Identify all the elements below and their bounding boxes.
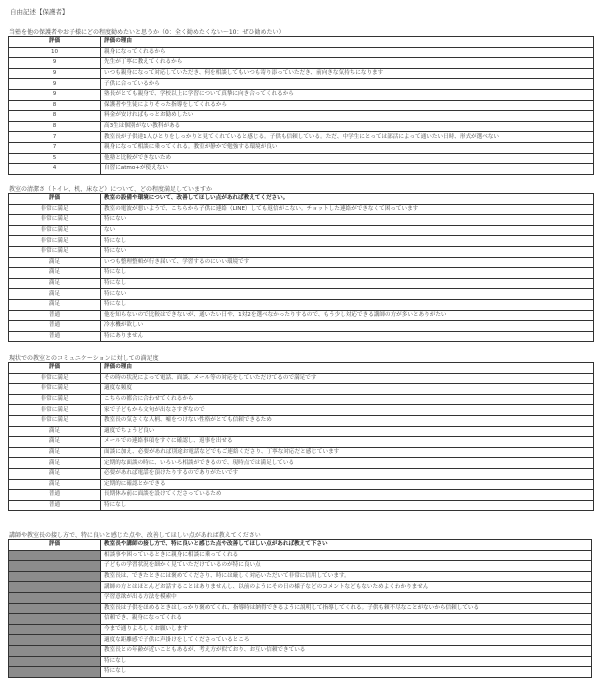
reason-cell: 特になし — [101, 299, 594, 310]
section-question: 現状での教室とのコミュニケーションに対しての満足度 — [9, 355, 159, 362]
score-cell: 普通 — [9, 310, 101, 321]
reason-cell: 適度な頻度 — [101, 384, 594, 395]
table-row — [9, 490, 594, 501]
score-cell: 7 — [9, 142, 101, 153]
score-cell: 10 — [9, 47, 101, 58]
score-cell: 非常に満足 — [9, 246, 101, 257]
survey-table — [8, 193, 594, 342]
section-question: 講師や教室長の接し方で、特に良いと感じた点や、改善してほしい点があれば教えてください — [9, 532, 261, 539]
table-row — [9, 635, 592, 646]
reason-cell: 長期休み前に面談を設けてくださっているため — [101, 490, 594, 501]
score-cell: 満足 — [9, 289, 101, 300]
table-row — [9, 458, 594, 469]
reason-cell: 講師の方とはほとんどお話することはありませんし、以前のようにその日の様子などのコメントなどもないためよくわかりません — [101, 582, 592, 593]
reason-cell: 自習にatmo+が使えない — [101, 164, 594, 175]
reason-cell: 塾長がとても親身で、学校以上に学習について真摯に向き合ってくれるから — [101, 89, 594, 100]
table-row — [9, 645, 592, 656]
score-cell: 非常に満足 — [9, 204, 101, 215]
table-row — [9, 257, 594, 268]
table-row — [9, 289, 594, 300]
table-row — [9, 603, 592, 614]
table-row — [9, 405, 594, 416]
score-cell: 満足 — [9, 278, 101, 289]
reason-cell: 今まで通りよろしくお願いします — [101, 624, 592, 635]
table-row — [9, 571, 592, 582]
table-row — [9, 550, 592, 561]
reason-cell: 教室長の気さくな人柄、嘘をつけない性格がとても信頼できるため — [101, 415, 594, 426]
table-row — [9, 215, 594, 226]
reason-cell: 学習意欲が出る方法を模索中 — [101, 592, 592, 603]
reason-cell: 教室長は子供をほめるときはしっかり褒めてくれ、指導時は納得できるように説明して指導してくれる。子供も頼不尽なことがないから信頼している — [101, 603, 592, 614]
reason-cell: 特にない — [101, 215, 594, 226]
table-row — [9, 164, 594, 175]
header-reason: 教室長や講師の接し方で、特に良いと感じた点や改善してほしい点があれば教えて下さい — [101, 540, 592, 551]
table-row — [9, 299, 594, 310]
reason-cell: 教室の電波が悪いようで、こちらから子供に連絡（LINE）しても返信がこない。チョットした連絡ができなくて困っています — [101, 204, 594, 215]
score-cell: 満足 — [9, 437, 101, 448]
reason-cell: 定期的な面談の時に、いろいろ相談ができるので、現時点では満足している — [101, 458, 594, 469]
reason-cell: 特になし — [101, 268, 594, 279]
score-cell: 非常に満足 — [9, 373, 101, 384]
score-cell — [9, 667, 101, 678]
score-cell: 非常に満足 — [9, 384, 101, 395]
table-row — [9, 310, 594, 321]
reason-cell: 教室長が子供達1人ひとりをしっかりと見てくれていると感じる。子供も信頼している。ただ、中学生にとっては部活によって通いたい日時、形式が選べない — [101, 132, 594, 143]
header-reason: 教室の設備や環境について、改善してほしい点があれば教えてください。 — [101, 194, 594, 205]
score-cell: 非常に満足 — [9, 215, 101, 226]
survey-table — [8, 36, 594, 175]
reason-cell: 特にない — [101, 289, 594, 300]
table-row — [9, 121, 594, 132]
table-row — [9, 236, 594, 247]
survey-table — [8, 362, 594, 511]
table-row — [9, 68, 594, 79]
score-cell — [9, 656, 101, 667]
table-row — [9, 447, 594, 458]
header-score: 評価 — [9, 363, 101, 374]
reason-cell: メールでの連絡事項をすぐに確認し、返事を出せる — [101, 437, 594, 448]
score-cell: 満足 — [9, 426, 101, 437]
table-row — [9, 132, 594, 143]
table-row — [9, 153, 594, 164]
score-cell: 普通 — [9, 500, 101, 511]
reason-cell: こちらの都合に合わせてくれるから — [101, 394, 594, 405]
score-cell — [9, 614, 101, 625]
table-row — [9, 500, 594, 511]
table-row — [9, 384, 594, 395]
reason-cell: 定期的に確認とかできる — [101, 479, 594, 490]
score-cell: 満足 — [9, 447, 101, 458]
reason-cell: いつも整理整頓が行き届いて、学習するのにいい環境です — [101, 257, 594, 268]
reason-cell: 保護者や生徒によりそった指導をしてくれるから — [101, 100, 594, 111]
table-header-row — [9, 194, 594, 205]
reason-cell: 特になし — [101, 500, 594, 511]
score-cell — [9, 624, 101, 635]
score-cell: 8 — [9, 121, 101, 132]
score-cell — [9, 561, 101, 572]
table-row — [9, 47, 594, 58]
score-cell: 7 — [9, 132, 101, 143]
reason-cell: 冷水機が欲しい — [101, 321, 594, 332]
score-cell — [9, 550, 101, 561]
table-header-row — [9, 540, 592, 551]
reason-cell: 適度な距離感で子供に声掛けをしてくださっているところ — [101, 635, 592, 646]
reason-cell: 特になし — [101, 656, 592, 667]
header-reason: 評価の理由 — [101, 37, 594, 48]
table-row — [9, 415, 594, 426]
table-header-row — [9, 37, 594, 48]
table-row — [9, 331, 594, 342]
score-cell: 普通 — [9, 321, 101, 332]
score-cell: 非常に満足 — [9, 394, 101, 405]
reason-cell: 子供に合っているから — [101, 79, 594, 90]
table-header-row — [9, 363, 594, 374]
table-row — [9, 89, 594, 100]
reason-cell: 教室長との年齢が近いこともあるが、考え方が似ており、お互い信頼できている — [101, 645, 592, 656]
score-cell — [9, 645, 101, 656]
reason-cell: 信頼でき、親身になってくれる — [101, 614, 592, 625]
table-row — [9, 656, 592, 667]
score-cell: 普通 — [9, 490, 101, 501]
section-question: 当塾を他の保護者やお子様にどの程度勧めたいと思うか（0：全く勧めたくない～10：ぜひ勧めたい） — [9, 29, 285, 36]
table-row — [9, 58, 594, 69]
score-cell: 9 — [9, 79, 101, 90]
table-row — [9, 479, 594, 490]
table-row — [9, 111, 594, 122]
score-cell: 非常に満足 — [9, 236, 101, 247]
table-row — [9, 624, 592, 635]
section-question: 教室の清潔さ（トイレ、机、床など）について、どの程度満足していますか — [9, 186, 212, 193]
reason-cell: 特にない — [101, 246, 594, 257]
reason-cell: 特になし — [101, 236, 594, 247]
reason-cell: 面談に加え、必要があれば別途お電話などでもご連絡くださり、丁寧な対応だと感じています — [101, 447, 594, 458]
table-row — [9, 268, 594, 279]
score-cell: 非常に満足 — [9, 225, 101, 236]
reason-cell: 親身になって相談に乗ってくれる。教室が静かで勉強する環境が良い — [101, 142, 594, 153]
table-row — [9, 373, 594, 384]
score-cell: 満足 — [9, 479, 101, 490]
score-cell: 4 — [9, 164, 101, 175]
score-cell: 8 — [9, 111, 101, 122]
table-row — [9, 204, 594, 215]
reason-cell: 家で子どもから文句が出なさすぎなので — [101, 405, 594, 416]
table-row — [9, 79, 594, 90]
reason-cell: ない — [101, 225, 594, 236]
reason-cell: 料金が安ければもっとお勧めしたい — [101, 111, 594, 122]
table-row — [9, 142, 594, 153]
table-row — [9, 225, 594, 236]
score-cell — [9, 635, 101, 646]
score-cell — [9, 592, 101, 603]
table-row — [9, 614, 592, 625]
reason-cell: 特になし — [101, 667, 592, 678]
reason-cell: 適度でちょうど良い — [101, 426, 594, 437]
header-reason: 評価の理由 — [101, 363, 594, 374]
table-row — [9, 592, 592, 603]
reason-cell: 特にありません — [101, 331, 594, 342]
table-row — [9, 321, 594, 332]
survey-table — [8, 539, 592, 678]
reason-cell: 先生が丁寧に教えてくれるから — [101, 58, 594, 69]
table-row — [9, 426, 594, 437]
table-row — [9, 468, 594, 479]
reason-cell: 教室長は、できたときには褒めてくださり、時には厳しく対応いただいて非常に信用しています。 — [101, 571, 592, 582]
score-cell — [9, 603, 101, 614]
score-cell: 満足 — [9, 268, 101, 279]
reason-cell: 親身になってくれるから — [101, 47, 594, 58]
reason-cell: 子どもの学習状況を細かく見ていただけているのが特に良い点 — [101, 561, 592, 572]
score-cell: 満足 — [9, 299, 101, 310]
score-cell: 満足 — [9, 257, 101, 268]
table-row — [9, 246, 594, 257]
table-row — [9, 437, 594, 448]
score-cell: 9 — [9, 89, 101, 100]
table-row — [9, 582, 592, 593]
score-cell: 普通 — [9, 331, 101, 342]
score-cell: 9 — [9, 68, 101, 79]
score-cell: 5 — [9, 153, 101, 164]
table-row — [9, 100, 594, 111]
score-cell: 非常に満足 — [9, 405, 101, 416]
score-cell: 8 — [9, 100, 101, 111]
reason-cell: 必要があれば電話を頂けたりするのでありがたいです — [101, 468, 594, 479]
score-cell — [9, 571, 101, 582]
document-title: 自由記述【保護者】 — [10, 8, 69, 16]
reason-cell: いつも親身になって対応していただき、何を相談してもいつも寄り添っていただき、前向きな気持ちになります — [101, 68, 594, 79]
score-cell: 満足 — [9, 458, 101, 469]
reason-cell: 高3生は個別がない教科がある — [101, 121, 594, 132]
table-row — [9, 667, 592, 678]
score-cell — [9, 582, 101, 593]
score-cell: 非常に満足 — [9, 415, 101, 426]
table-row — [9, 278, 594, 289]
header-score: 評価 — [9, 540, 101, 551]
table-row — [9, 394, 594, 405]
reason-cell: 他塾と比較ができないため — [101, 153, 594, 164]
header-score: 評価 — [9, 194, 101, 205]
reason-cell: その時の状況によって電話、面談、メール等の対応をしていただけてるので満足です — [101, 373, 594, 384]
reason-cell: 他を知らないので比較はできないが、通いたい日や、1対2を選べなかったりするので、もう少し対応できる講師の方が多いとありがたい — [101, 310, 594, 321]
reason-cell: 特になし — [101, 278, 594, 289]
header-score: 評価 — [9, 37, 101, 48]
score-cell: 9 — [9, 58, 101, 69]
reason-cell: 相談事や困っているときに親身に相談に乗ってくれる — [101, 550, 592, 561]
score-cell: 満足 — [9, 468, 101, 479]
table-row — [9, 561, 592, 572]
